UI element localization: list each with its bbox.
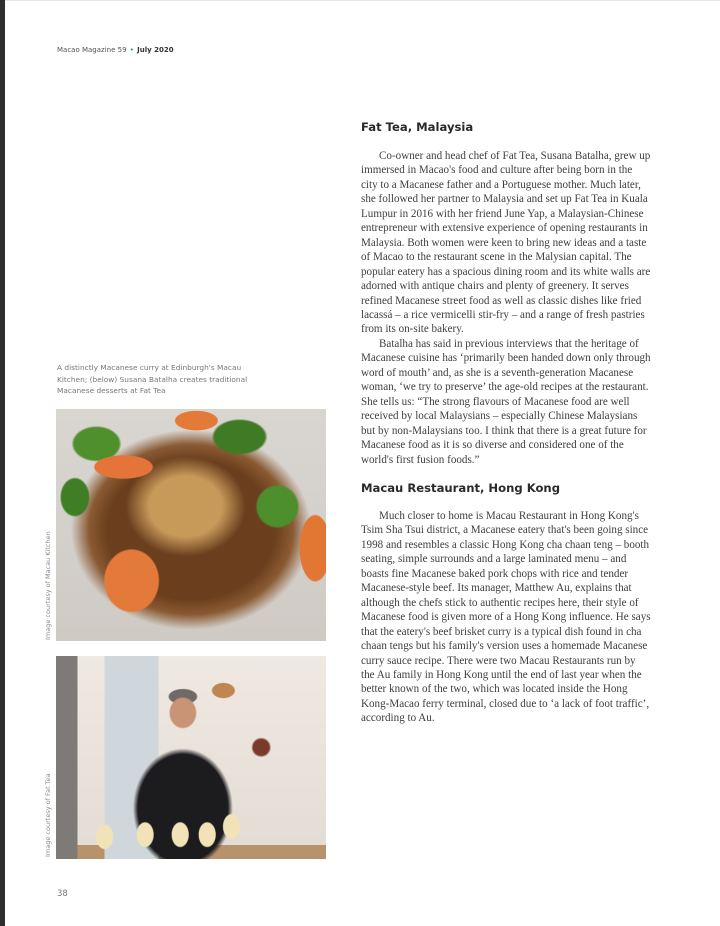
issue-date: July 2020 bbox=[137, 46, 174, 54]
page-number: 38 bbox=[57, 889, 68, 899]
section-heading-macau-restaurant: Macau Restaurant, Hong Kong bbox=[361, 480, 560, 495]
section-heading-fat-tea: Fat Tea, Malaysia bbox=[361, 120, 474, 134]
chef-photo bbox=[56, 656, 326, 859]
magazine-name: Macao Magazine 59 bbox=[57, 46, 127, 54]
paragraph: Co-owner and head chef of Fat Tea, Susana Batalha, grew up immersed in Macao's food and culture after being born in the city to a Macanese father and a Portuguese mother. Much later, she followed her partner to Malaysia and set up Fat Tea in Kuala Lumpur in 2016 with her friend June Yap, a Malaysian-Chinese entrepreneur with extensive experience of opening restaurants in Malaysia. Both women were keen to bring new ideas and a taste of Macao to the restaurant scene in the Malysian capital. The popular eatery has a spacious dining room and its white walls are adorned with antique chairs and plenty of greenery. It serves refined Macanese street food as well as classic dishes like fried lacassá – a rice vermicelli stir-fry – and a range of fresh pastries from its on-site bakery. bbox=[361, 150, 651, 336]
section-body-fat-tea bbox=[361, 149, 651, 467]
bullet-separator: • bbox=[129, 46, 134, 54]
photo-credit-chef: Image courtesy of Fat Tea bbox=[44, 773, 52, 857]
paragraph: Much closer to home is Macau Restaurant in Hong Kong's Tsim Sha Tsui district, a Macanese eatery that's been going since 1998 and resembles a classic Hong Kong cha chaan teng – booth seating, simple surrounds and a large laminated menu – and boasts fine Macanese baked pork chops with rice and tender Macanese-style beef. Its manager, Matthew Au, explains that although the chefs stick to authentic recipes here, their style of Macanese food is given more of a Hong Kong influence. He says that the eatery's beef brisket curry is a typical dish found in cha chaan tengs but his family's version uses a homemade Macanese curry sauce recipe. There were two Macau Restaurants run by the Au family in Hong Kong until the end of last year when the better known of the two, which was located inside the Hong Kong-Macao ferry terminal, closed due to ‘a lack of foot traffic’, according to Au. bbox=[361, 509, 651, 725]
viewer-left-edge bbox=[0, 0, 5, 926]
section-body-macau-restaurant bbox=[361, 509, 651, 726]
running-head bbox=[57, 46, 174, 54]
article-column bbox=[361, 120, 651, 726]
photo-caption: A distinctly Macanese curry at Edinburgh's Macau Kitchen; (below) Susana Batalha creates traditional Macanese desserts at Fat Tea bbox=[57, 363, 248, 395]
photo-credit-curry: Image courtesy of Macau Kitchen bbox=[44, 531, 52, 640]
paragraph: Batalha has said in previous interviews that the heritage of Macanese cuisine has ‘primarily been handed down only through word of mouth’ and, as she is a seventh-generation Macanese woman, ‘we try to preserve’ the age-old recipes at the restaurant. She tells us: “The strong flavours of Macanese food are well received by local Malaysians – especially Chinese Malaysians but by non-Malaysians too. I think that there is a great future for Macanese food as it is so diverse and considered one of the world's first fusion foods.” bbox=[361, 337, 651, 466]
page-top-edge bbox=[5, 0, 720, 1]
curry-photo bbox=[56, 409, 326, 641]
